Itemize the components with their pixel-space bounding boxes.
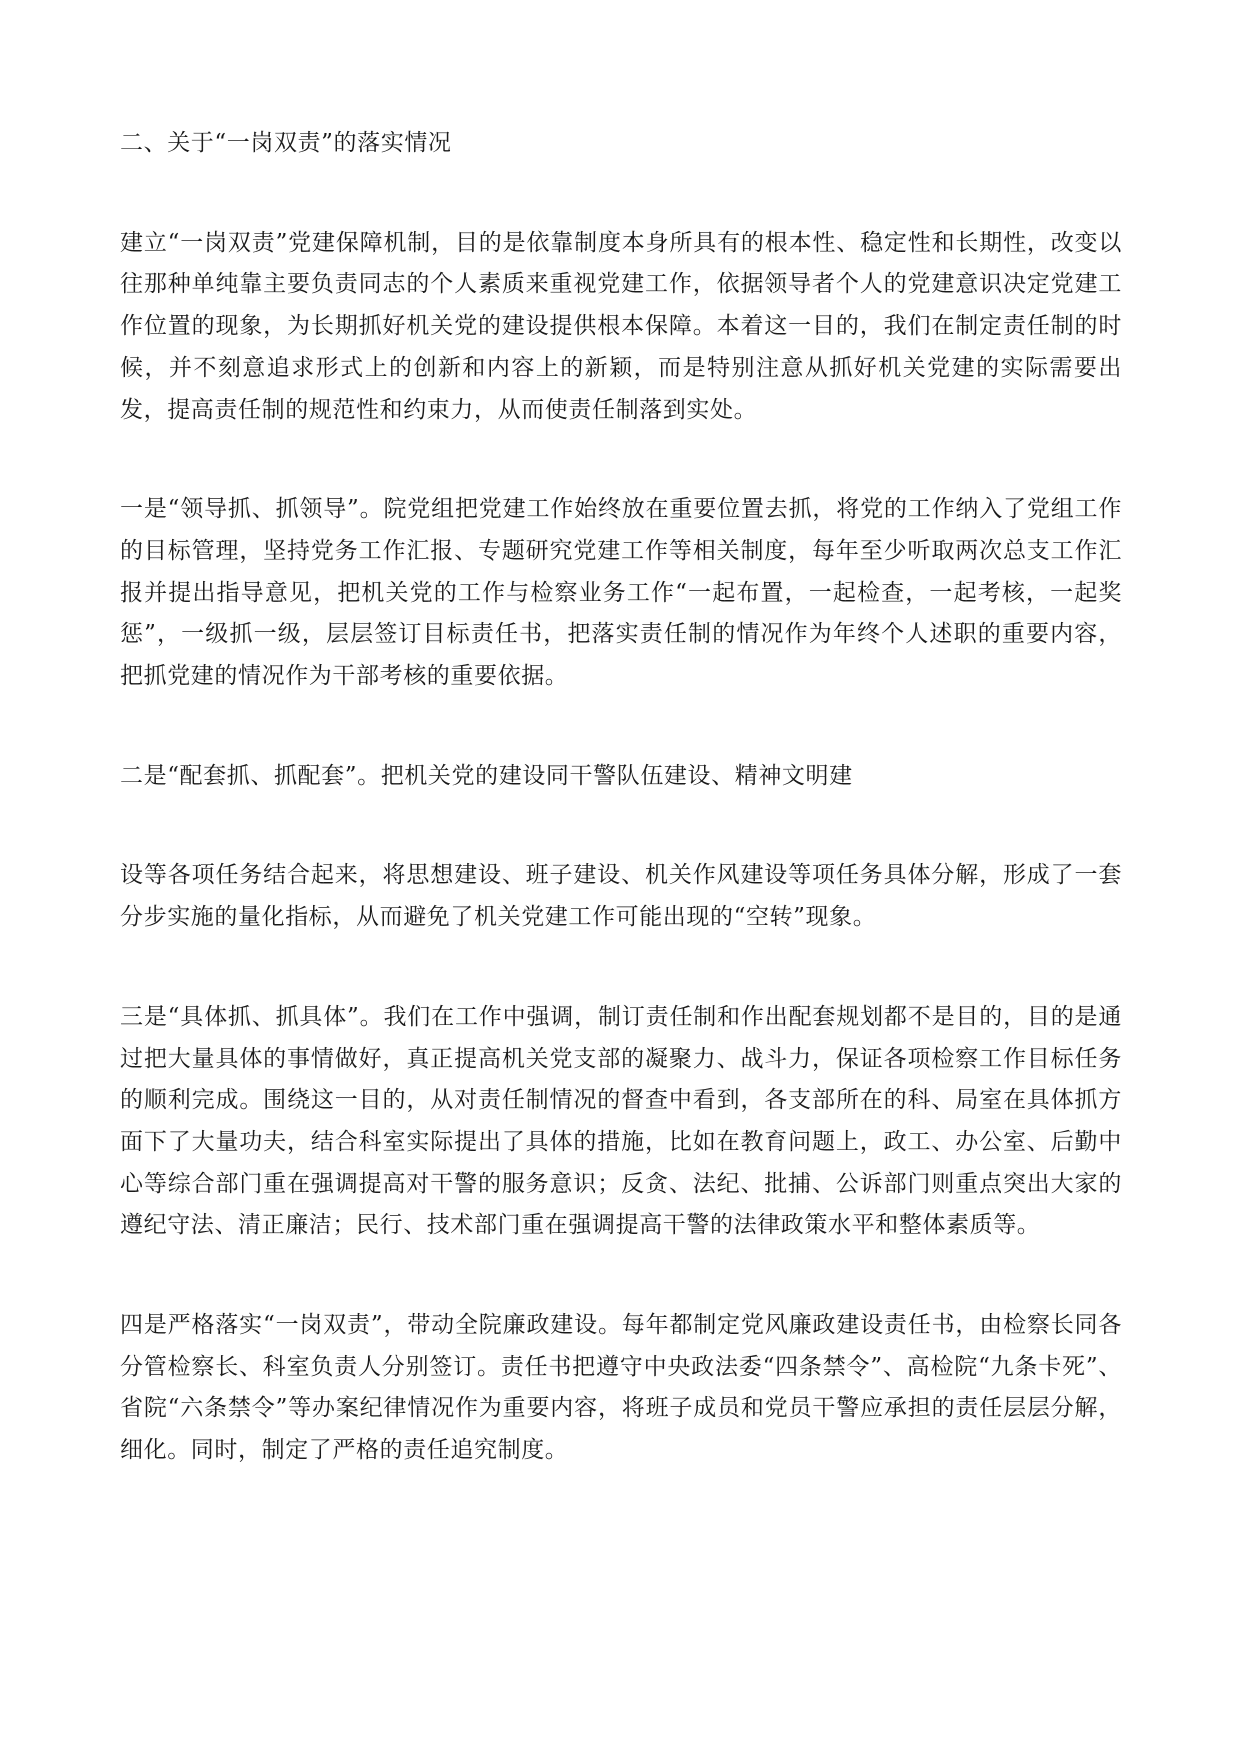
paragraph-point-two-continued: 设等各项任务结合起来，将思想建设、班子建设、机关作风建设等项任务具体分解，形成了一套分步实施的量化指标，从而避免了机关党建工作可能出现的“空转”现象。 <box>120 862 1122 931</box>
paragraph-point-two: 二是“配套抓、抓配套”。把机关党的建设同干警队伍建设、精神文明建 <box>120 762 853 789</box>
paragraph-point-one: 一是“领导抓、抓领导”。院党组把党建工作始终放在重要位置去抓，将党的工作纳入了党组工作的目标管理，坚持党务工作汇报、专题研究党建工作等相关制度，每年至少听取两次总支工作汇报并提出指导意见，把机关党的工作与检察业务工作“一起布置，一起检查，一起考核，一起奖惩”，一级抓一级，层层签订目标责任书，把落实责任制的情况作为年终个人述职的重要内容，把抓党建的情况作为干部考核的重要依据。 <box>120 496 1122 690</box>
section-heading: 二、关于“一岗双责”的落实情况 <box>120 130 452 156</box>
paragraph-intro: 建立“一岗双责”党建保障机制，目的是依靠制度本身所具有的根本性、稳定性和长期性，改变以往那种单纯靠主要负责同志的个人素质来重视党建工作，依据领导者个人的党建意识决定党建工作位置的现象，为长期抓好机关党的建设提供根本保障。本着这一目的，我们在制定责任制的时候，并不刻意追求形式上的创新和内容上的新颖，而是特别注意从抓好机关党建的实际需要出发，提高责任制的规范性和约束力，从而使责任制落到实处。 <box>120 229 1122 423</box>
document-page <box>120 123 1122 1530</box>
paragraph-point-three: 三是“具体抓、抓具体”。我们在工作中强调，制订责任制和作出配套规划都不是目的，目的是通过把大量具体的事情做好，真正提高机关党支部的凝聚力、战斗力，保证各项检察工作目标任务的顺利完成。围绕这一目的，从对责任制情况的督查中看到，各支部所在的科、局室在具体抓方面下了大量功夫，结合科室实际提出了具体的措施，比如在教育问题上，政工、办公室、后勤中心等综合部门重在强调提高对干警的服务意识；反贪、法纪、批捕、公诉部门则重点突出大家的遵纪守法、清正廉洁；民行、技术部门重在强调提高干警的法律政策水平和整体素质等。 <box>120 1003 1122 1239</box>
paragraph-point-four: 四是严格落实“一岗双责”，带动全院廉政建设。每年都制定党风廉政建设责任书，由检察长同各分管检察长、科室负责人分别签订。责任书把遵守中央政法委“四条禁令”、高检院“九条卡死”、省院“六条禁令”等办案纪律情况作为重要内容，将班子成员和党员干警应承担的责任层层分解，细化。同时，制定了严格的责任追究制度。 <box>120 1312 1122 1464</box>
